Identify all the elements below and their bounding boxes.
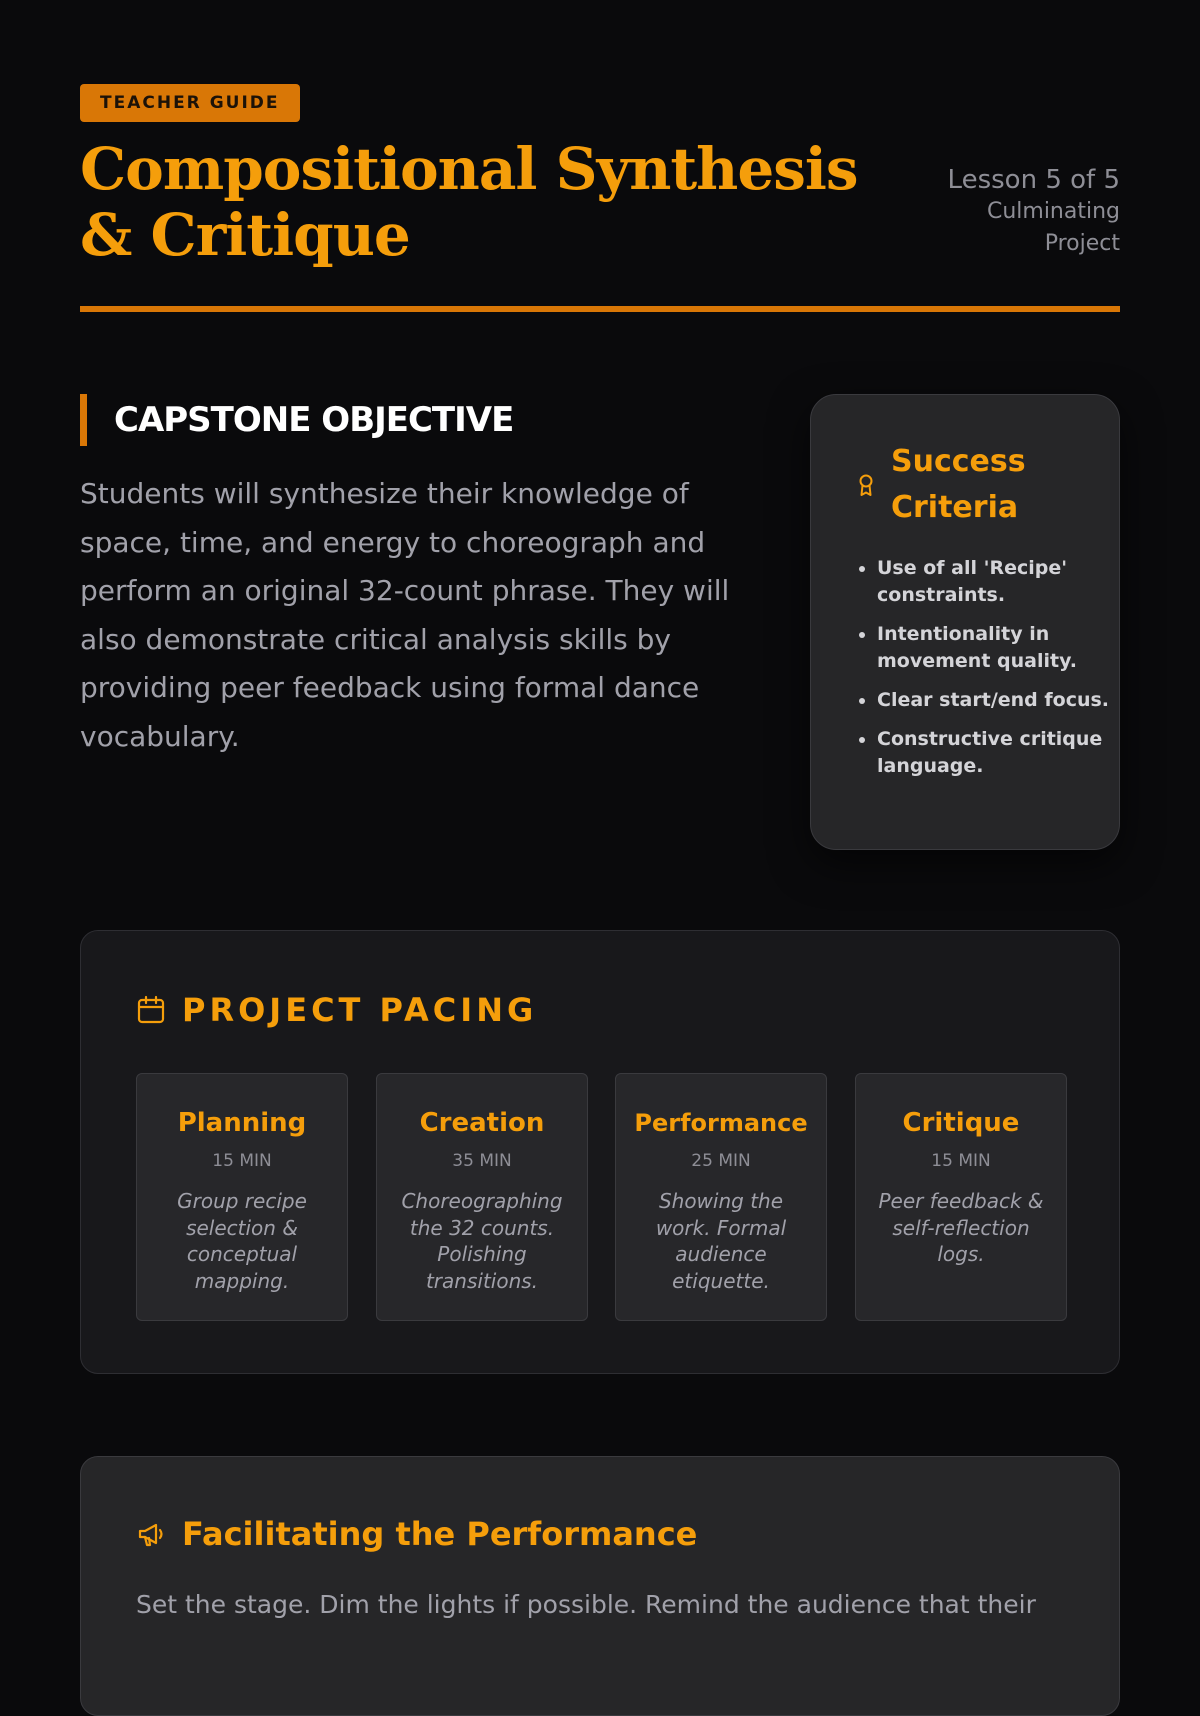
phase-name: Critique	[902, 1108, 1020, 1138]
criteria-item: • Intentionality in movement quality.	[877, 621, 1117, 675]
phase-duration: 15 MIN	[931, 1151, 991, 1171]
objective-heading	[80, 394, 760, 446]
phase-card-planning	[136, 1073, 348, 1321]
lesson-subtitle: Culminating Project	[986, 199, 1120, 256]
performance-text: Set the stage. Dim the lights if possible. Remind the audience that their	[136, 1590, 1036, 1619]
criteria-list	[855, 555, 1117, 792]
project-pacing-section	[80, 930, 1120, 1374]
pacing-title: PROJECT PACING	[182, 991, 538, 1029]
phase-description: Peer feedback & self-reflection logs.	[878, 1189, 1044, 1266]
accent-bar	[80, 394, 87, 446]
facilitating-performance-section	[80, 1456, 1120, 1716]
calendar-icon	[136, 995, 166, 1025]
phase-card-creation	[376, 1073, 588, 1321]
phase-name: Planning	[177, 1108, 307, 1138]
criteria-title: Success Criteria	[891, 444, 1026, 525]
phase-name: Performance	[634, 1109, 808, 1137]
performance-heading	[136, 1515, 697, 1553]
header-divider	[80, 306, 1120, 312]
page-header	[80, 84, 1120, 269]
criteria-item: • Clear start/end focus.	[877, 687, 1117, 714]
success-criteria-card	[810, 394, 1120, 850]
phase-duration: 25 MIN	[691, 1151, 751, 1171]
phase-duration: 15 MIN	[212, 1151, 272, 1171]
phase-description: Group recipe selection & conceptual mapping.	[177, 1189, 307, 1293]
lesson-number: Lesson 5 of 5	[947, 165, 1120, 195]
award-icon	[857, 472, 875, 498]
pacing-heading	[136, 991, 537, 1029]
criteria-heading	[857, 439, 1081, 531]
performance-title: Facilitating the Performance	[182, 1515, 698, 1553]
teacher-guide-badge: TEACHER GUIDE	[80, 84, 300, 122]
objective-text: Students will synthesize their knowledge of space, time, and energy to choreograph and perform an original 32-count phrase. They will also demonstrate critical analysis skills by providing peer feedback using formal dance vocabulary.	[80, 477, 730, 753]
phase-duration: 35 MIN	[452, 1151, 512, 1171]
criteria-item: • Use of all 'Recipe' constraints.	[877, 555, 1117, 609]
capstone-objective-section	[80, 394, 760, 761]
phase-card-performance	[615, 1073, 827, 1321]
page-title: Compositional Synthesis & Critique	[80, 135, 858, 269]
phase-card-critique	[855, 1073, 1067, 1321]
phase-description: Choreographing the 32 counts. Polishing transitions.	[401, 1189, 563, 1293]
phase-description: Showing the work. Formal audience etiquette.	[655, 1189, 787, 1293]
objective-title: CAPSTONE OBJECTIVE	[114, 400, 514, 440]
criteria-item: • Constructive critique language.	[877, 726, 1117, 780]
megaphone-icon	[136, 1519, 166, 1549]
lesson-meta	[920, 164, 1120, 260]
phase-name: Creation	[419, 1108, 545, 1138]
